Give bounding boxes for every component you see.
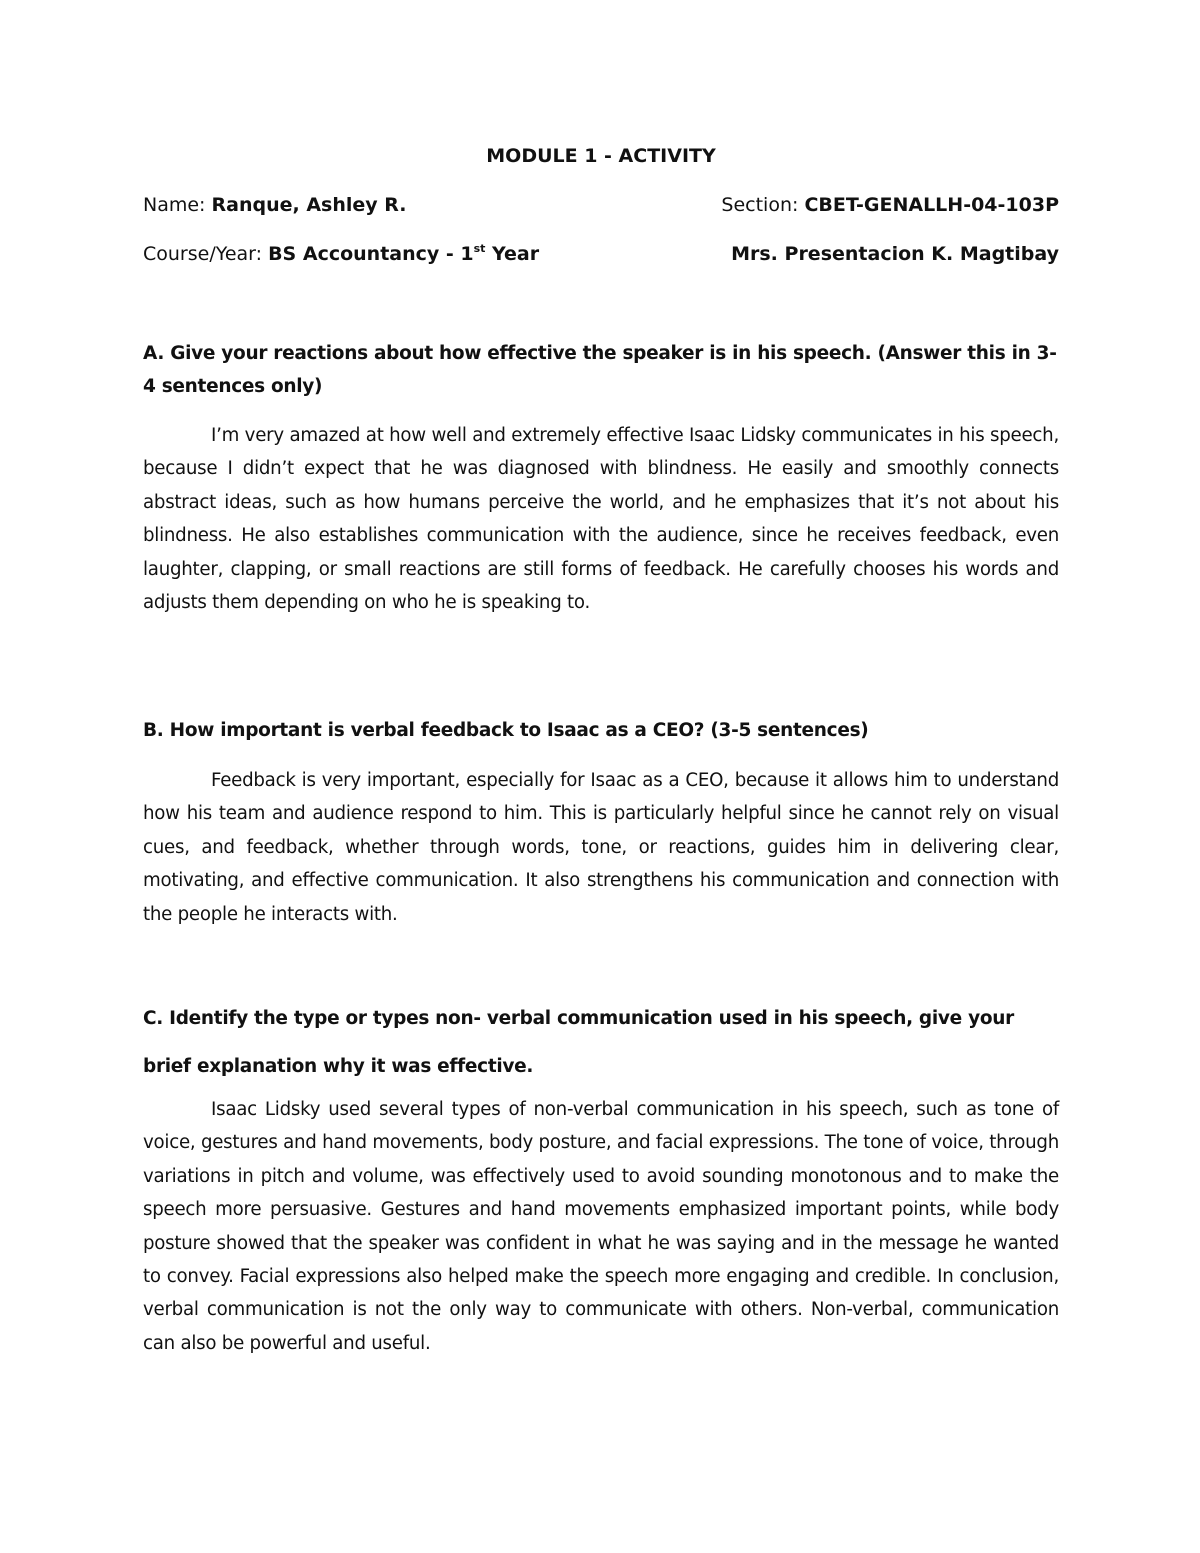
- instructor-name: Mrs. Presentacion K. Magtibay: [731, 243, 1059, 265]
- name-value: Ranque, Ashley R.: [211, 194, 407, 216]
- name-label: Name:: [143, 194, 212, 216]
- question-a-answer: I’m very amazed at how well and extremely effective Isaac Lidsky communicates in his speech, because I didn’t expect that he was diagnosed with blindness. He easily and smoothly connects abstract ideas, such as how humans perceive the world, and he emphasizes that it’s not about his blindness. He also establishes communication with the audience, since he receives feedback, even laughter, clapping, or small reactions are still forms of feedback. He carefully chooses his words and adjusts them depending on who he is speaking to.: [143, 425, 1059, 614]
- document-page: [143, 0, 1059, 1553]
- course-year-text: Year: [485, 243, 540, 265]
- course-year-superscript: st: [473, 242, 486, 255]
- student-section: [721, 192, 1059, 218]
- info-row-course-instructor: [143, 241, 1059, 267]
- section-value: CBET-GENALLH-04-103P: [804, 194, 1059, 216]
- section-label: Section:: [721, 194, 805, 216]
- student-name: [143, 192, 406, 218]
- question-c-prompt: C. Identify the type or types non- verbal communication used in his speech, give your brief explanation why it was effective.: [143, 1008, 1014, 1077]
- course-year: [143, 241, 539, 267]
- question-a-prompt: A. Give your reactions about how effective the speaker is in his speech. (Answer this in 3-4 sentences only): [143, 343, 1057, 397]
- question-b-answer: Feedback is very important, especially for Isaac as a CEO, because it allows him to understand how his team and audience respond to him. This is particularly helpful since he cannot rely on visual cues, and feedback, whether through words, tone, or reactions, guides him in delivering clear, motivating, and effective communication. It also strengthens his communication and connection with the people he interacts with.: [143, 770, 1059, 925]
- course-label: Course/Year:: [143, 243, 269, 265]
- info-row-name-section: [143, 192, 1059, 218]
- question-c-answer: Isaac Lidsky used several types of non-verbal communication in his speech, such as tone of voice, gestures and hand movements, body posture, and facial expressions. The tone of voice, through variations in pitch and volume, was effectively used to avoid sounding monotonous and to make the speech more persuasive. Gestures and hand movements emphasized important points, while body posture showed that the speaker was confident in what he was saying and in the message he wanted to convey. Facial expressions also helped make the speech more engaging and credible. In conclusion, verbal communication is not the only way to communicate with others. Non-verbal, communication can also be powerful and useful.: [143, 1099, 1059, 1354]
- question-b-prompt: B. How important is verbal feedback to Isaac as a CEO? (3-5 sentences): [143, 720, 869, 741]
- course-value-text: BS Accountancy - 1: [268, 243, 474, 265]
- document-title: MODULE 1 - ACTIVITY: [486, 145, 716, 167]
- course-value: [268, 243, 539, 265]
